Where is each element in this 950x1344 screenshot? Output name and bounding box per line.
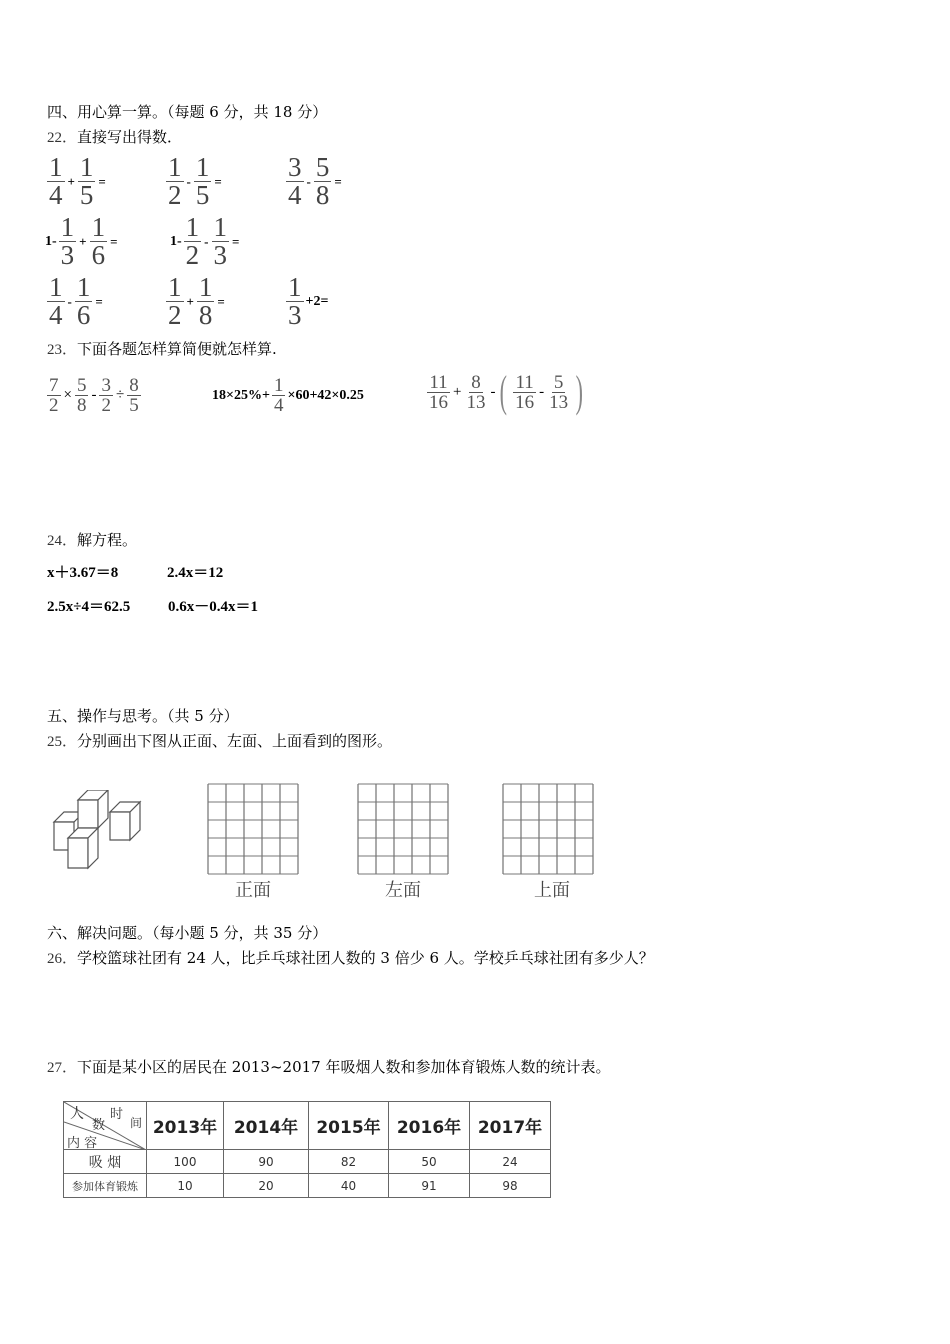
equation-2: 2.4x＝12 xyxy=(167,565,224,581)
section-5-title: 五、操作与思考。（共 5 分） xyxy=(47,707,239,725)
parenthesis: ( xyxy=(500,367,508,416)
operator: ÷ xyxy=(115,387,125,403)
numerator: 1 xyxy=(168,152,182,182)
numerator: 1 xyxy=(273,375,284,396)
denominator: 13 xyxy=(466,391,486,413)
operator: - xyxy=(539,383,545,400)
math-expression xyxy=(164,154,223,209)
year-header: 2017年 xyxy=(470,1102,551,1150)
equation-4: 0.6x－0.4x＝1 xyxy=(168,599,259,615)
section-4-title: 四、用心算一算。（每题 6 分，共 18 分） xyxy=(47,103,328,121)
table-cell: 100 xyxy=(147,1150,224,1174)
denominator: 4 xyxy=(49,180,63,210)
fraction xyxy=(194,154,212,209)
denominator: 8 xyxy=(198,300,213,330)
fraction xyxy=(184,214,202,269)
numerator: 1 xyxy=(49,272,63,302)
numerator: 1 xyxy=(185,212,200,242)
numerator: 1 xyxy=(198,272,213,302)
fraction xyxy=(427,373,450,412)
numerator: 5 xyxy=(315,152,330,182)
operator: - xyxy=(204,233,209,249)
operator: + xyxy=(67,173,75,189)
q23-number: 23． xyxy=(47,342,78,358)
numerator: 1 xyxy=(49,152,63,182)
corner-label-time-1: 时 xyxy=(110,1107,124,1122)
fraction xyxy=(464,373,487,412)
denominator: 2 xyxy=(168,300,182,330)
fraction xyxy=(47,154,65,209)
row-label: 吸 烟 xyxy=(64,1150,147,1174)
grid-label: 上面 xyxy=(534,880,570,901)
answer-grid xyxy=(502,783,594,875)
q26-number: 26． xyxy=(47,951,78,967)
denominator: 5 xyxy=(129,395,139,416)
numerator: 1 xyxy=(79,152,94,182)
numerator: 1 xyxy=(91,212,106,242)
table-row xyxy=(64,1174,551,1198)
answer-grid xyxy=(207,783,299,875)
denominator: 6 xyxy=(91,240,106,270)
operator: - xyxy=(306,173,311,189)
numerator: 11 xyxy=(429,371,448,393)
table-cell: 82 xyxy=(309,1150,389,1174)
fraction xyxy=(286,274,304,329)
denominator: 5 xyxy=(195,180,210,210)
denominator: 2 xyxy=(101,395,111,416)
operator: = xyxy=(110,233,118,249)
math-expression xyxy=(45,154,107,209)
fraction xyxy=(47,376,61,415)
fraction xyxy=(166,274,184,329)
q27-question xyxy=(47,1058,610,1077)
q23-text: 下面各题怎样算简便就怎样算. xyxy=(77,340,277,358)
numerator: 3 xyxy=(288,152,302,182)
q24-text: 解方程。 xyxy=(77,531,138,549)
numerator: 5 xyxy=(76,375,87,396)
operator: = xyxy=(98,173,106,189)
expression-text: 1- xyxy=(170,233,182,249)
operator: = xyxy=(232,233,240,249)
q22-number: 22． xyxy=(47,130,78,146)
numerator: 8 xyxy=(471,371,481,393)
expression-text: ×60+42×0.25 xyxy=(287,387,364,403)
math-expression xyxy=(45,376,143,415)
corner-label-count-2: 数 xyxy=(92,1118,106,1133)
expression-text: 1- xyxy=(45,233,57,249)
table-cell: 98 xyxy=(470,1174,551,1198)
fraction xyxy=(59,214,77,269)
fraction xyxy=(547,373,570,412)
corner-label-count-1: 人 xyxy=(70,1106,84,1122)
q27-text: 下面是某小区的居民在 2013~2017 年吸烟人数和参加体育锻炼人数的统计表。 xyxy=(77,1058,611,1076)
denominator: 8 xyxy=(76,395,87,416)
fraction xyxy=(90,214,108,269)
q24-number: 24． xyxy=(47,533,78,549)
denominator: 2 xyxy=(49,395,59,416)
numerator: 1 xyxy=(288,272,302,302)
operator: = xyxy=(95,293,103,309)
statistics-table xyxy=(63,1101,551,1198)
answer-grid xyxy=(357,783,449,875)
fraction xyxy=(286,154,304,209)
operator: - xyxy=(67,293,72,309)
q26-question xyxy=(47,949,654,968)
operator: = xyxy=(217,293,225,309)
q22-text: 直接写出得数． xyxy=(77,128,183,146)
fraction xyxy=(127,376,141,415)
q26-text: 学校篮球社团有 24 人，比乒乓球社团人数的 3 倍少 6 人。学校乒乓球社团有多少人？ xyxy=(77,949,654,967)
row-label: 参加体育锻炼 xyxy=(64,1174,147,1198)
year-header: 2016年 xyxy=(389,1102,470,1150)
numerator: 11 xyxy=(515,371,534,393)
grid-label: 正面 xyxy=(235,880,271,901)
numerator: 1 xyxy=(195,152,210,182)
equation-3: 2.5x÷4＝62.5 xyxy=(47,599,131,615)
table-cell: 20 xyxy=(224,1174,309,1198)
corner-label-content: 内 容 xyxy=(67,1136,98,1151)
q25-text: 分别画出下图从正面、左面、上面看到的图形。 xyxy=(77,732,393,750)
denominator: 3 xyxy=(288,300,302,330)
denominator: 3 xyxy=(213,240,228,270)
denominator: 4 xyxy=(49,300,63,330)
operator: - xyxy=(91,387,97,403)
math-expression xyxy=(45,214,119,269)
table-row xyxy=(64,1150,551,1174)
denominator: 16 xyxy=(429,391,448,413)
math-expression xyxy=(284,154,343,209)
operator: = xyxy=(214,173,222,189)
table-cell: 10 xyxy=(147,1174,224,1198)
table-cell: 24 xyxy=(470,1150,551,1174)
table-cell: 90 xyxy=(224,1150,309,1174)
numerator: 1 xyxy=(213,212,228,242)
fraction xyxy=(99,376,113,415)
fraction xyxy=(166,154,184,209)
denominator: 6 xyxy=(76,300,91,330)
fraction xyxy=(75,376,89,415)
denominator: 3 xyxy=(60,240,75,270)
q27-number: 27． xyxy=(47,1060,78,1076)
fraction xyxy=(314,154,332,209)
operator: + xyxy=(186,293,194,309)
denominator: 4 xyxy=(273,395,284,416)
parenthesis: ) xyxy=(575,367,584,416)
denominator: 2 xyxy=(185,240,200,270)
year-header: 2013年 xyxy=(147,1102,224,1150)
expression-text: +2= xyxy=(305,293,329,309)
equation-1: x＋3.67＝8 xyxy=(47,565,119,581)
numerator: 1 xyxy=(76,272,91,302)
math-expression xyxy=(45,274,104,329)
fraction xyxy=(197,274,215,329)
math-expression xyxy=(284,274,328,329)
math-expression xyxy=(425,367,587,416)
denominator: 4 xyxy=(288,180,302,210)
operator: × xyxy=(63,387,72,403)
fraction xyxy=(513,373,536,412)
corner-label-time-2: 间 xyxy=(130,1116,143,1130)
grid-label: 左面 xyxy=(385,880,421,901)
operator: = xyxy=(334,173,342,189)
operator: - xyxy=(490,383,496,400)
numerator: 5 xyxy=(553,371,564,393)
q25-number: 25． xyxy=(47,734,78,750)
operator: + xyxy=(453,383,462,400)
cube-figure xyxy=(52,790,147,870)
table-cell: 91 xyxy=(389,1174,470,1198)
table-cell: 40 xyxy=(309,1174,389,1198)
numerator: 8 xyxy=(129,375,139,396)
denominator: 2 xyxy=(168,180,182,210)
denominator: 5 xyxy=(79,180,94,210)
math-expression xyxy=(170,214,240,269)
fraction xyxy=(212,214,230,269)
fraction xyxy=(47,274,65,329)
operator: - xyxy=(186,173,191,189)
numerator: 3 xyxy=(101,375,111,396)
q22-heading xyxy=(47,128,182,147)
section-6-title: 六、解决问题。（每小题 5 分，共 35 分） xyxy=(47,924,328,942)
denominator: 8 xyxy=(315,180,330,210)
operator: + xyxy=(79,233,87,249)
q24-heading xyxy=(47,531,137,550)
corner-header-cell xyxy=(64,1102,147,1150)
table-cell: 50 xyxy=(389,1150,470,1174)
numerator: 1 xyxy=(168,272,182,302)
math-expression xyxy=(164,274,226,329)
year-header: 2015年 xyxy=(309,1102,389,1150)
fraction xyxy=(75,274,93,329)
denominator: 13 xyxy=(549,391,569,413)
q25-heading xyxy=(47,732,392,751)
q23-heading xyxy=(47,340,277,359)
fraction xyxy=(272,376,286,415)
denominator: 16 xyxy=(515,391,535,413)
year-header: 2014年 xyxy=(224,1102,309,1150)
fraction xyxy=(78,154,96,209)
table-header-row xyxy=(64,1102,551,1150)
math-expression xyxy=(212,376,364,415)
numerator: 1 xyxy=(60,212,75,242)
expression-text: 18×25%+ xyxy=(212,387,270,403)
numerator: 7 xyxy=(49,375,59,396)
